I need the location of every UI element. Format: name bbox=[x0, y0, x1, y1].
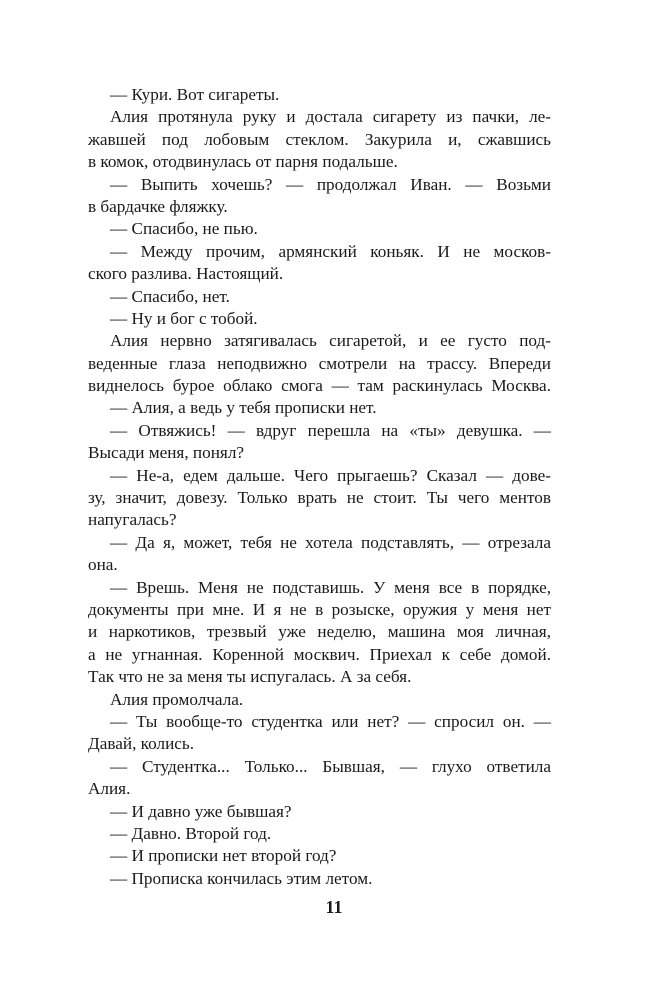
text-line: — Спасибо, нет. bbox=[110, 286, 230, 306]
text-line: — Отвяжись! — вдруг перешла на «ты» девушка. — bbox=[110, 420, 551, 440]
page-body-text bbox=[88, 84, 551, 890]
text-line: а не угнанная. Коренной москвич. Приехал к себе домой. bbox=[88, 644, 551, 664]
text-line: — Выпить хочешь? — продолжал Иван. — Возьми bbox=[110, 174, 551, 194]
text-line: — Не-а, едем дальше. Чего прыгаешь? Сказал — дове- bbox=[110, 465, 551, 485]
text-line: — Прописка кончилась этим летом. bbox=[110, 868, 373, 888]
text-line: — Алия, а ведь у тебя прописки нет. bbox=[110, 398, 377, 418]
text-line: ского разлива. Настоящий. bbox=[88, 264, 284, 284]
text-line: — Давно. Второй год. bbox=[110, 823, 272, 843]
text-line: жавшей под лобовым стеклом. Закурила и, сжавшись bbox=[88, 129, 551, 149]
text-line: — Ну и бог с тобой. bbox=[110, 308, 258, 328]
text-line: — Ты вообще-то студентка или нет? — спросил он. — bbox=[110, 711, 551, 731]
text-line: и наркотиков, трезвый уже неделю, машина моя личная, bbox=[88, 622, 551, 642]
text-line: — Между прочим, армянский коньяк. И не москов- bbox=[110, 241, 551, 261]
text-line: документы при мне. И я не в розыске, оружия у меня нет bbox=[88, 599, 551, 619]
text-line: — И давно уже бывшая? bbox=[110, 801, 292, 821]
text-line: виднелось бурое облако смога — там раскинулась Москва. bbox=[88, 376, 551, 396]
text-line: она. bbox=[88, 555, 118, 575]
text-line: Алия нервно затягивалась сигаретой, и ее густо под- bbox=[110, 331, 551, 351]
text-line: Высади меня, понял? bbox=[88, 443, 245, 463]
text-line: напугалась? bbox=[88, 510, 177, 530]
text-line: в бардачке фляжку. bbox=[88, 196, 228, 216]
text-line: — Да я, может, тебя не хотела подставлять, — отрезала bbox=[110, 532, 551, 552]
page-number: 11 bbox=[325, 897, 343, 917]
text-line: Алия. bbox=[88, 779, 131, 799]
text-line: — Кури. Вот сигареты. bbox=[110, 85, 280, 104]
text-line: — Студентка... Только... Бывшая, — глухо ответила bbox=[110, 756, 551, 776]
text-line: Алия протянула руку и достала сигарету из пачки, ле- bbox=[110, 107, 551, 127]
text-line: Так что не за меня ты испугалась. А за себя. bbox=[88, 667, 412, 687]
text-line: зу, значит, довезу. Только врать не стоит. Ты чего ментов bbox=[88, 488, 551, 508]
text-line: — Врешь. Меня не подставишь. У меня все в порядке, bbox=[110, 577, 551, 597]
text-line: — И прописки нет второй год? bbox=[110, 846, 337, 866]
text-line: в комок, отодвинулась от парня подальше. bbox=[88, 152, 398, 172]
text-line: Давай, колись. bbox=[88, 734, 195, 754]
text-line: Алия промолчала. bbox=[110, 689, 244, 709]
text-line: веденные глаза неподвижно смотрели на трассу. Впереди bbox=[88, 353, 551, 373]
text-line: — Спасибо, не пью. bbox=[110, 219, 258, 239]
